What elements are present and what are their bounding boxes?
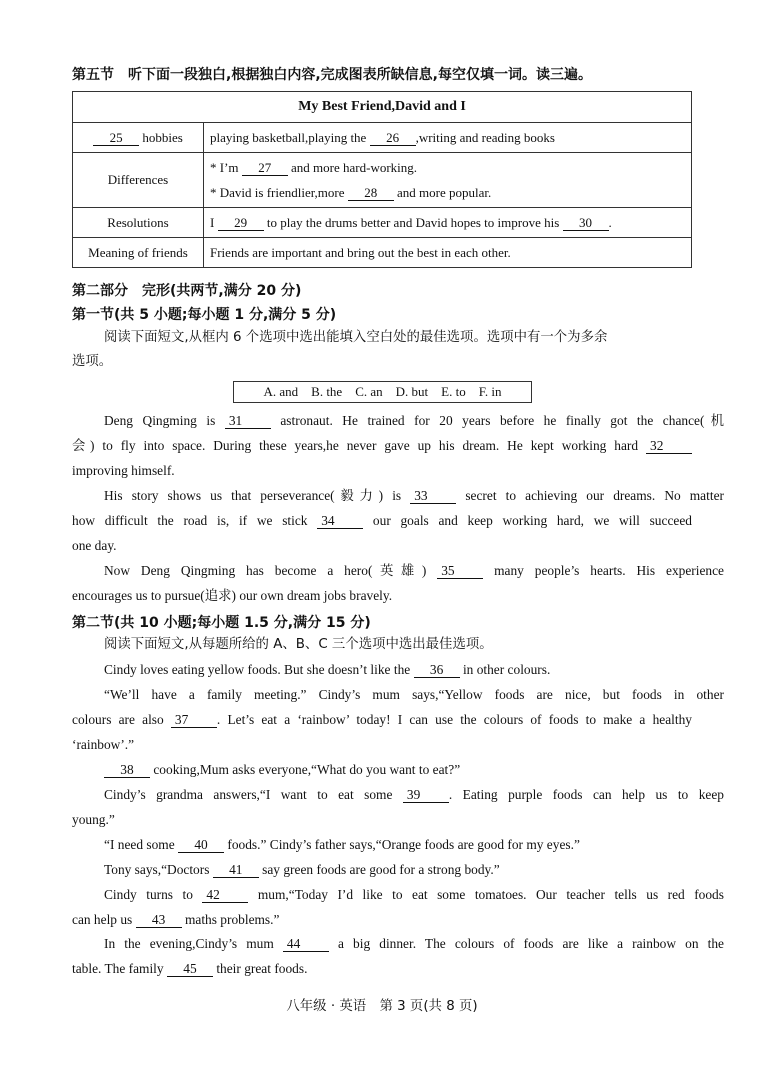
answer-blank[interactable]: 35 [437,564,483,579]
passage-line: colours are also 37 . Let’s eat a ‘rainbow’ today! I can use the colours of foods to make a healthy [72,712,692,727]
options-box: A. and B. the C. an D. but E. to F. in [233,381,532,403]
answer-blank[interactable]: 32 [646,439,692,454]
section1-instruction-cont: 选项。 [72,354,113,369]
table-row-content: I 29 to play the drums better and David hopes to improve his 30 . [204,208,692,238]
answer-blank[interactable]: 38 [104,763,150,778]
answer-blank[interactable]: 30 [563,216,609,231]
passage-line: Now Deng Qingming has become a hero(英雄) 35 many people’s hearts. His experience [104,563,724,578]
page-footer: 八年级 · 英语 第 3 页(共 8 页) [286,999,478,1014]
answer-blank[interactable]: 28 [348,186,394,201]
passage-line: Tony says,“Doctors 41 say green foods are good for a strong body.” [104,862,500,877]
info-table [72,91,692,268]
answer-blank[interactable]: 29 [218,216,264,231]
passage-line: “We’ll have a family meeting.” Cindy’s mum says,“Yellow foods are nice, but foods in other [104,687,724,702]
answer-blank[interactable]: 41 [213,863,259,878]
table-row-content: Friends are important and bring out the best in each other. [204,238,692,268]
answer-blank[interactable]: 42 [202,888,248,903]
table-title: My Best Friend,David and I [73,92,692,123]
table-row-content: playing basketball,playing the 26 ,writing and reading books [204,123,692,153]
answer-blank[interactable]: 44 [283,937,329,952]
part2-title: 第二部分 完形(共两节,满分 20 分) [72,283,302,299]
passage-line: Cindy turns to 42 mum,“Today I’d like to eat some tomatoes. Our teacher tells us red foods [104,887,724,902]
passage-line: table. The family 45 their great foods. [72,961,308,976]
passage-line: Cindy loves eating yellow foods. But she doesn’t like the 36 in other colours. [104,662,551,677]
passage-line: ‘rainbow’.” [72,737,135,752]
table-row-label: Meaning of friends [73,238,204,268]
section5-instruction: 听下面一段独白,根据独白内容,完成图表所缺信息,每空仅填一词。读三遍。 [128,67,592,83]
answer-blank[interactable]: 27 [242,161,288,176]
answer-blank[interactable]: 45 [167,962,213,977]
part2-section2-title: 第二节(共 10 小题;每小题 1.5 分,满分 15 分) [72,615,371,631]
answer-blank[interactable]: 25 [93,131,139,146]
section5-header [72,64,592,84]
section2-instruction: 阅读下面短文,从每题所给的 A、B、C 三个选项中选出最佳选项。 [104,637,493,652]
passage-line: His story shows us that perseverance(毅力) is 33 secret to achieving our dreams. No matter [104,488,724,503]
section5-title: 第五节 [72,67,114,83]
table-row-content: * I’m 27 and more hard-working. * David is friendlier,more 28 and more popular. [204,153,692,208]
table-row-label: 25 hobbies [73,123,204,153]
passage-line: 会) to fly into space. During these years,he never gave up his dream. He kept working hard 32 [72,438,692,454]
answer-blank[interactable]: 37 [171,713,217,728]
passage-line: improving himself. [72,463,175,478]
passage-line: encourages us to pursue(追求) our own dream jobs bravely. [72,588,393,603]
answer-blank[interactable]: 39 [403,788,449,803]
passage-line: “I need some 40 foods.” Cindy’s father says,“Orange foods are good for my eyes.” [104,837,580,852]
passage-line: Deng Qingming is 31 astronaut. He trained for 20 years before he finally got the chance(机 [104,413,724,428]
answer-blank[interactable]: 40 [178,838,224,853]
section1-instruction: 阅读下面短文,从框内 6 个选项中选出能填入空白处的最佳选项。选项中有一个为多余 [104,330,608,345]
answer-blank[interactable]: 26 [370,131,416,146]
answer-blank[interactable]: 34 [317,514,363,529]
passage-line: young.” [72,812,115,827]
passage-line: In the evening,Cindy’s mum 44 a big dinner. The colours of foods are like a rainbow on the [104,936,724,951]
part2-section1-title: 第一节(共 5 小题;每小题 1 分,满分 5 分) [72,307,337,323]
passage-line: Cindy’s grandma answers,“I want to eat some 39 . Eating purple foods can help us to keep [104,787,724,802]
passage-line: one day. [72,538,117,553]
answer-blank[interactable]: 43 [136,913,182,928]
passage-line: can help us 43 maths problems.” [72,912,280,927]
passage-line: how difficult the road is, if we stick 34 our goals and keep working hard, we will succeed [72,513,692,528]
passage-line: 38 cooking,Mum asks everyone,“What do you want to eat?” [72,762,724,778]
table-row-label: Resolutions [73,208,204,238]
table-row-label: Differences [73,153,204,208]
answer-blank[interactable]: 31 [225,414,271,429]
answer-blank[interactable]: 33 [410,489,456,504]
answer-blank[interactable]: 36 [414,663,460,678]
